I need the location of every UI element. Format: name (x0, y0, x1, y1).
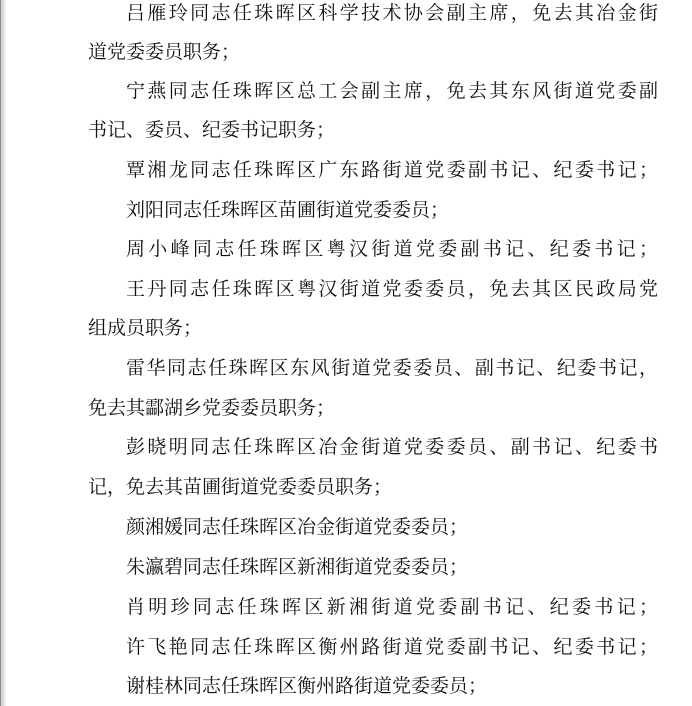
text-line-6: 刘阳同志任珠晖区苗圃街道党委委员； (126, 199, 450, 221)
text-line-12: 彭晓明同志任珠晖区冶金街道党委委员、副书记、纪委书 (126, 436, 658, 458)
text-line-2: 道党委委员职务； (88, 41, 241, 63)
text-line-16: 肖明珍同志任珠晖区新湘街道党委副书记、纪委书记； (126, 596, 658, 618)
text-line-11: 免去其酃湖乡党委委员职务； (88, 397, 336, 419)
text-line-13: 记，免去其苗圃街道党委委员职务； (88, 476, 393, 498)
text-line-9: 组成员职务； (88, 317, 203, 339)
text-line-10: 雷华同志任珠晖区东风街道党委委员、副书记、纪委书记， (126, 357, 658, 379)
text-line-3: 宁燕同志任珠晖区总工会副主席，免去其东风街道党委副 (126, 80, 658, 102)
text-line-1: 吕雁玲同志任珠晖区科学技术协会副主席，免去其冶金街 (126, 2, 658, 24)
text-line-14: 颜湘媛同志任珠晖区冶金街道党委委员； (126, 516, 469, 538)
text-line-7: 周小峰同志任珠晖区粤汉街道党委副书记、纪委书记； (126, 238, 658, 260)
text-line-5: 覃湘龙同志任珠晖区广东路街道党委副书记、纪委书记； (126, 159, 658, 181)
text-line-18: 谢桂林同志任珠晖区衡州路街道党委委员； (126, 675, 488, 697)
text-line-4: 书记、委员、纪委书记职务； (88, 119, 336, 141)
text-line-17: 许飞艳同志任珠晖区衡州路街道党委副书记、纪委书记； (126, 636, 658, 658)
text-line-8: 王丹同志任珠晖区粤汉街道党委委员，免去其区民政局党 (126, 278, 658, 300)
text-line-15: 朱瀛碧同志任珠晖区新湘街道党委委员； (126, 556, 469, 578)
page-left-edge (0, 0, 6, 706)
